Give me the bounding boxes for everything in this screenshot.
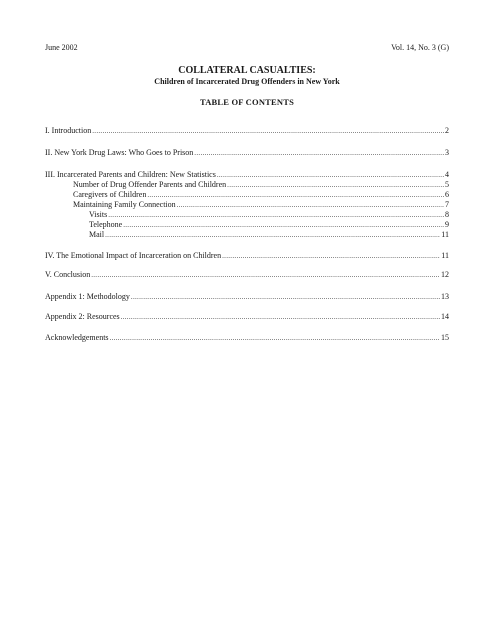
toc-page-number: 8 bbox=[445, 210, 449, 219]
toc-entry-conclusion[interactable] bbox=[45, 270, 449, 280]
toc-heading: TABLE OF CONTENTS bbox=[199, 97, 295, 107]
toc-page-number: 6 bbox=[445, 190, 449, 199]
toc-entry-number-of-parents[interactable] bbox=[45, 180, 449, 190]
toc-entry-acknowledgements[interactable] bbox=[45, 333, 449, 343]
toc-page-number: 13 bbox=[441, 292, 449, 301]
toc-leader-dots bbox=[217, 170, 444, 180]
toc-page-number: 2 bbox=[445, 126, 449, 135]
toc-page-number: 9 bbox=[445, 220, 449, 229]
toc-page-number: 3 bbox=[445, 148, 449, 157]
toc-page-number: 11 bbox=[441, 230, 449, 239]
toc-page-number: 14 bbox=[441, 312, 449, 321]
toc-leader-dots bbox=[222, 251, 440, 261]
toc-leader-dots bbox=[147, 190, 444, 200]
toc-entry-emotional-impact[interactable] bbox=[45, 251, 449, 261]
toc-entry-label: Visits bbox=[89, 210, 108, 219]
toc-entry-label: Appendix 2: Resources bbox=[45, 312, 120, 321]
toc-entry-label: III. Incarcerated Parents and Children: New Statistics bbox=[45, 170, 216, 179]
toc-entry-label: Maintaining Family Connection bbox=[73, 200, 176, 209]
toc-entry-family-connection[interactable] bbox=[45, 200, 449, 210]
toc-leader-dots bbox=[108, 210, 444, 220]
toc-entry-appendix-methodology[interactable] bbox=[45, 292, 449, 302]
toc-entry-appendix-resources[interactable] bbox=[45, 312, 449, 322]
toc-leader-dots bbox=[131, 292, 440, 302]
volume-number: Vol. 14, No. 3 (G) bbox=[391, 43, 449, 52]
toc-entry-caregivers[interactable] bbox=[45, 190, 449, 200]
toc-leader-dots bbox=[177, 200, 444, 210]
toc-entry-label: Number of Drug Offender Parents and Children bbox=[73, 180, 227, 189]
toc-leader-dots bbox=[91, 270, 440, 280]
toc-entry-label: IV. The Emotional Impact of Incarceration on Children bbox=[45, 251, 222, 260]
toc-entry-label: II. New York Drug Laws: Who Goes to Prison bbox=[45, 148, 194, 157]
toc-leader-dots bbox=[121, 312, 440, 322]
toc-leader-dots bbox=[194, 148, 444, 158]
toc-page-number: 7 bbox=[445, 200, 449, 209]
toc-entry-label: Appendix 1: Methodology bbox=[45, 292, 130, 301]
toc-entry-label: V. Conclusion bbox=[45, 270, 91, 279]
report-date: June 2002 bbox=[45, 43, 78, 52]
toc-entry-introduction[interactable] bbox=[45, 126, 449, 136]
toc-page-number: 15 bbox=[441, 333, 449, 342]
toc-entry-label: Caregivers of Children bbox=[73, 190, 147, 199]
toc-page-number: 5 bbox=[445, 180, 449, 189]
toc-leader-dots bbox=[123, 220, 444, 230]
toc-entry-mail[interactable] bbox=[45, 230, 449, 240]
toc-entry-drug-laws[interactable] bbox=[45, 148, 449, 158]
toc-page-number: 12 bbox=[441, 270, 449, 279]
toc-entry-label: Telephone bbox=[89, 220, 123, 229]
toc-entry-telephone[interactable] bbox=[45, 220, 449, 230]
toc-entry-label: I. Introduction bbox=[45, 126, 92, 135]
report-title: COLLATERAL CASUALTIES: bbox=[178, 65, 316, 76]
toc-leader-dots bbox=[110, 333, 440, 343]
toc-leader-dots bbox=[227, 180, 444, 190]
toc-entry-label: Acknowledgements bbox=[45, 333, 109, 342]
toc-leader-dots bbox=[105, 230, 440, 240]
toc-entry-statistics[interactable] bbox=[45, 170, 449, 180]
toc-leader-dots bbox=[92, 126, 444, 136]
toc-entry-label: Mail bbox=[89, 230, 105, 239]
toc-page-number: 11 bbox=[441, 251, 449, 260]
report-subtitle: Children of Incarcerated Drug Offenders in New York bbox=[154, 77, 340, 86]
toc-page-number: 4 bbox=[445, 170, 449, 179]
toc-entry-visits[interactable] bbox=[45, 210, 449, 220]
